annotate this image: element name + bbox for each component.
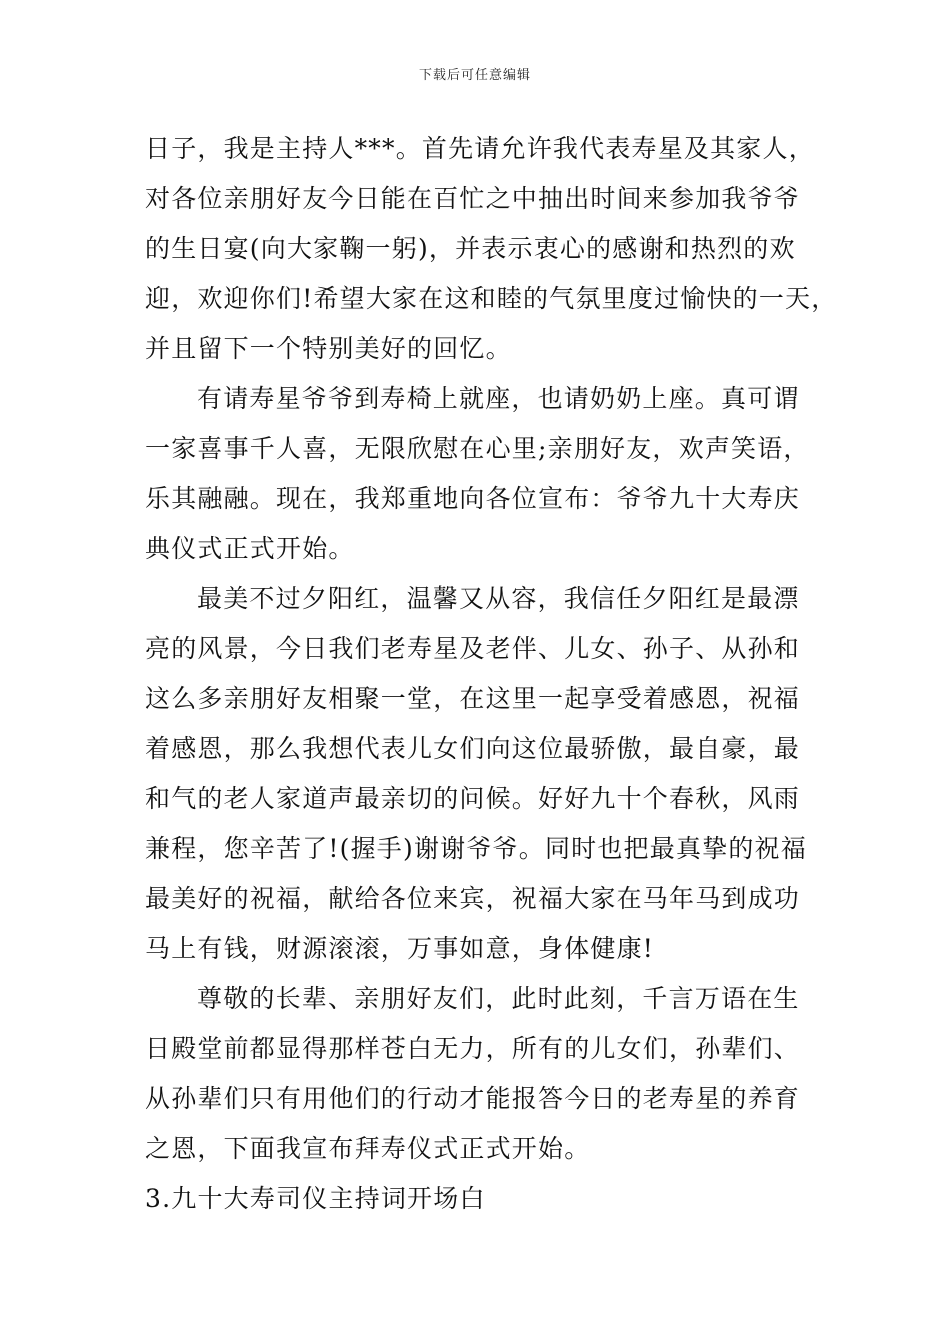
paragraph-first-line: 尊敬的长辈、亲朋好友们，此时此刻，千言万语在生 (197, 984, 800, 1013)
page-header-note: 下载后可任意编辑 (418, 68, 531, 83)
paragraph-first-line: 有请寿星爷爷到寿椅上就座，也请奶奶上座。真可谓 (197, 384, 800, 413)
text-line: 亮的风景，今日我们老寿星及老伴、儿女、孙子、从孙和 (145, 634, 801, 663)
text-line: 从孙辈们只有用他们的行动才能报答今日的老寿星的养育 (145, 1084, 801, 1113)
section-heading: 3.九十大寿司仪主持词开场白 (145, 1184, 486, 1213)
text-line: 并且留下一个特别美好的回忆。 (145, 334, 512, 363)
text-line: 之恩，下面我宣布拜寿仪式正式开始。 (145, 1134, 591, 1163)
text-line: 一家喜事千人喜，无限欣慰在心里;亲朋好友，欢声笑语， (145, 434, 810, 463)
text-line: 乐其融融。现在，我郑重地向各位宣布：爷爷九十大寿庆 (145, 484, 801, 513)
text-line: 典仪式正式开始。 (145, 534, 355, 563)
text-line: 兼程，您辛苦了!(握手)谢谢爷爷。同时也把最真挚的祝福 (145, 834, 807, 863)
paragraph-first-line: 最美不过夕阳红，温馨又从容，我信任夕阳红是最漂 (197, 584, 800, 613)
text-line: 这么多亲朋好友相聚一堂，在这里一起享受着感恩，祝福 (145, 684, 801, 713)
text-line: 最美好的祝福，献给各位来宾，祝福大家在马年马到成功 (145, 884, 801, 913)
text-line: 的生日宴(向大家鞠一躬)，并表示衷心的感谢和热烈的欢 (145, 234, 796, 263)
text-line: 着感恩，那么我想代表儿女们向这位最骄傲，最自豪，最 (145, 734, 801, 763)
text-line: 迎，欢迎你们!希望大家在这和睦的气氛里度过愉快的一天， (145, 284, 838, 313)
text-line: 马上有钱，财源滚滚，万事如意，身体健康! (145, 934, 655, 963)
document-body (145, 124, 838, 1224)
text-line: 和气的老人家道声最亲切的问候。好好九十个春秋，风雨 (145, 784, 801, 813)
text-line: 对各位亲朋好友今日能在百忙之中抽出时间来参加我爷爷 (145, 184, 801, 213)
text-line: 日子，我是主持人***。首先请允许我代表寿星及其家人， (145, 134, 815, 163)
text-line: 日殿堂前都显得那样苍白无力，所有的儿女们，孙辈们、 (145, 1034, 801, 1063)
